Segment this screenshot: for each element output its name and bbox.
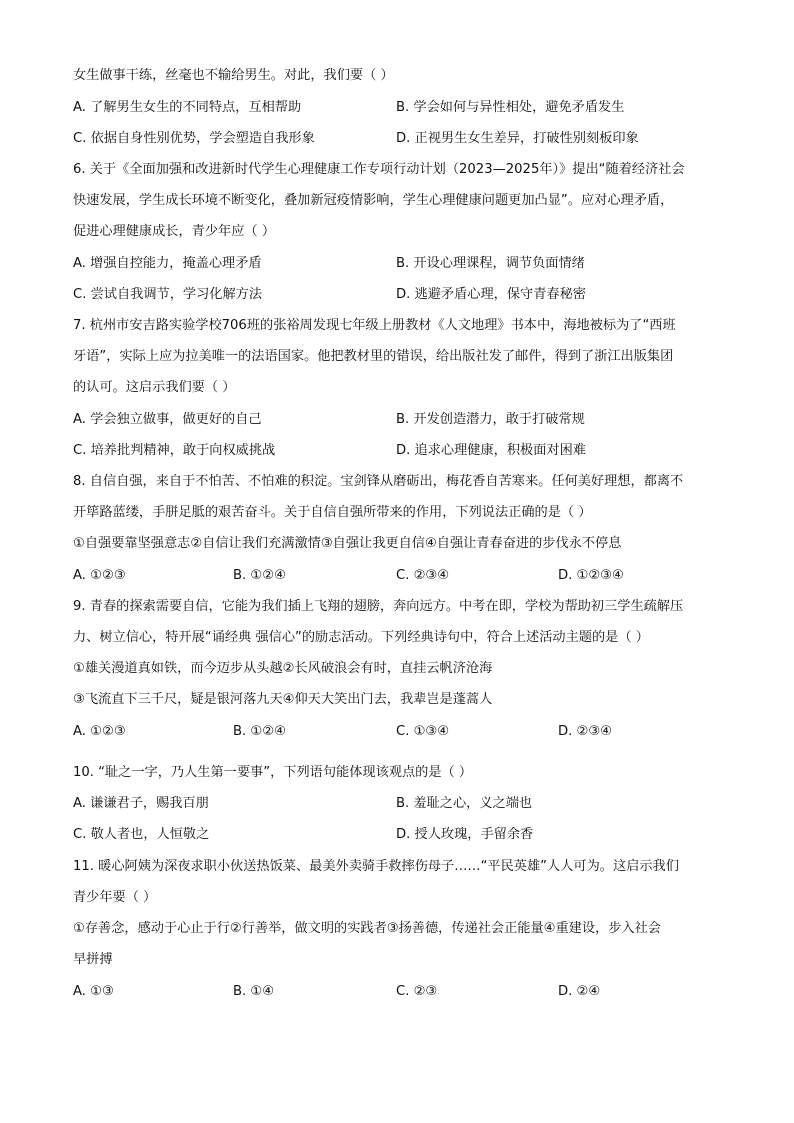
q11-stem-line-2: 青少年要（ ） <box>73 890 157 905</box>
q7-stem-line-2: 牙语”，实际上应为拉美唯一的法语国家。他把教材里的错误，给出版社发了邮件，得到了浙江出版集团 <box>73 349 674 364</box>
q11-stem-line-1: 11. 暖心阿姨为深夜求职小伙送热饭菜、最美外卖骑手救摔伤母子……“平民英雄”人人可为。这启示我们 <box>73 859 679 874</box>
q5-option-d: D. 正视男生女生差异，打破性别刻板印象 <box>396 131 639 146</box>
q11-statements-1: ①存善念，感动于心止于行②行善举，做文明的实践者③扬善德，传递社会正能量④重建设，步入社会 <box>73 921 661 936</box>
q9-statements-1: ①雄关漫道真如铁，而今迈步从头越②长风破浪会有时，直挂云帆济沧海 <box>73 661 493 676</box>
q5-stem-end: 女生做事干练，丝毫也不输给男生。对此，我们要（ ） <box>73 68 394 83</box>
q7-option-b: B. 开发创造潜力，敢于打破常规 <box>396 412 585 427</box>
q7-option-d: D. 追求心理健康，积极面对困难 <box>396 443 586 458</box>
q7-stem-line-3: 的认可。这启示我们要（ ） <box>73 380 236 395</box>
q7-option-a: A. 学会独立做事，做更好的自己 <box>73 412 262 427</box>
q7-stem-line-1: 7. 杭州市安吉路实验学校706班的张裕周发现七年级上册教材《人文地理》书本中，海地被标为了“西班 <box>73 318 676 333</box>
q6-stem-line-2: 快速发展，学生成长环境不断变化，叠加新冠疫情影响，学生心理健康问题更加凸显”。应对心理矛盾， <box>73 193 674 208</box>
q8-stem-line-1: 8. 自信自强，来自于不怕苦、不怕难的积淀。宝剑锋从磨砺出，梅花香自苦寒来。任何美好理想，都离不 <box>73 474 684 489</box>
q9-option-a: A. ①②③ <box>73 724 126 739</box>
q9-statements-2: ③飞流直下三千尺，疑是银河落九天④仰天大笑出门去，我辈岂是蓬蒿人 <box>73 692 493 707</box>
q7-option-c: C. 培养批判精神，敢于向权威挑战 <box>73 443 276 458</box>
q9-stem-line-1: 9. 青春的探索需要自信，它能为我们插上飞翔的翅膀，奔向远方。中考在即，学校为帮助初三学生疏解压 <box>73 599 684 614</box>
q11-option-b: B. ①④ <box>233 984 275 999</box>
q6-option-a: A. 增强自控能力，掩盖心理矛盾 <box>73 256 262 271</box>
q10-option-a: A. 谦谦君子，赐我百朋 <box>73 796 209 811</box>
q10-option-c: C. 敬人者也，人恒敬之 <box>73 827 210 842</box>
q6-option-c: C. 尝试自我调节，学习化解方法 <box>73 287 263 302</box>
q6-stem-line-1: 6. 关于《全面加强和改进新时代学生心理健康工作专项行动计划（2023—2025年）》提出“随着经济社会 <box>73 162 685 177</box>
q8-stem-line-2: 开筚路蓝缕，手胼足胝的艰苦奋斗。关于自信自强所带来的作用，下列说法正确的是（ ） <box>73 505 592 520</box>
q6-stem-line-3: 促进心理健康成长，青少年应（ ） <box>73 224 276 239</box>
q10-option-d: D. 授人玫瑰，手留余香 <box>396 827 534 842</box>
q8-option-a: A. ①②③ <box>73 568 126 583</box>
q11-statements-2: 早拼搏 <box>73 952 113 967</box>
q8-option-d: D. ①②③④ <box>558 568 624 583</box>
q10-stem: 10. “耻之一字，乃人生第一要事”，下列语句能体现该观点的是（ ） <box>73 765 473 780</box>
q8-statements: ①自强要靠坚强意志②自信让我们充满激情③自强让我更自信④自强让青春奋进的步伐永不停息 <box>73 536 622 551</box>
q6-option-d: D. 逃避矛盾心理，保守青春秘密 <box>396 287 586 302</box>
q5-option-a: A. 了解男生女生的不同特点，互相帮助 <box>73 100 302 115</box>
q8-option-b: B. ①②④ <box>233 568 286 583</box>
q5-option-c: C. 依据自身性别优势，学会塑造自我形象 <box>73 131 315 146</box>
q11-option-c: C. ②③ <box>396 984 438 999</box>
q5-option-b: B. 学会如何与异性相处，避免矛盾发生 <box>396 100 625 115</box>
q8-option-c: C. ②③④ <box>396 568 450 583</box>
q6-option-b: B. 开设心理课程，调节负面情绪 <box>396 256 585 271</box>
q9-option-b: B. ①②④ <box>233 724 286 739</box>
q11-option-a: A. ①③ <box>73 984 114 999</box>
q10-option-b: B. 羞耻之心，义之端也 <box>396 796 533 811</box>
q9-option-c: C. ①③④ <box>396 724 450 739</box>
q11-option-d: D. ②④ <box>558 984 601 999</box>
q9-option-d: D. ②③④ <box>558 724 613 739</box>
q9-stem-line-2: 力、树立信心，特开展“诵经典 强信心”的励志活动。下列经典诗句中，符合上述活动主题的是（ ） <box>73 630 649 645</box>
